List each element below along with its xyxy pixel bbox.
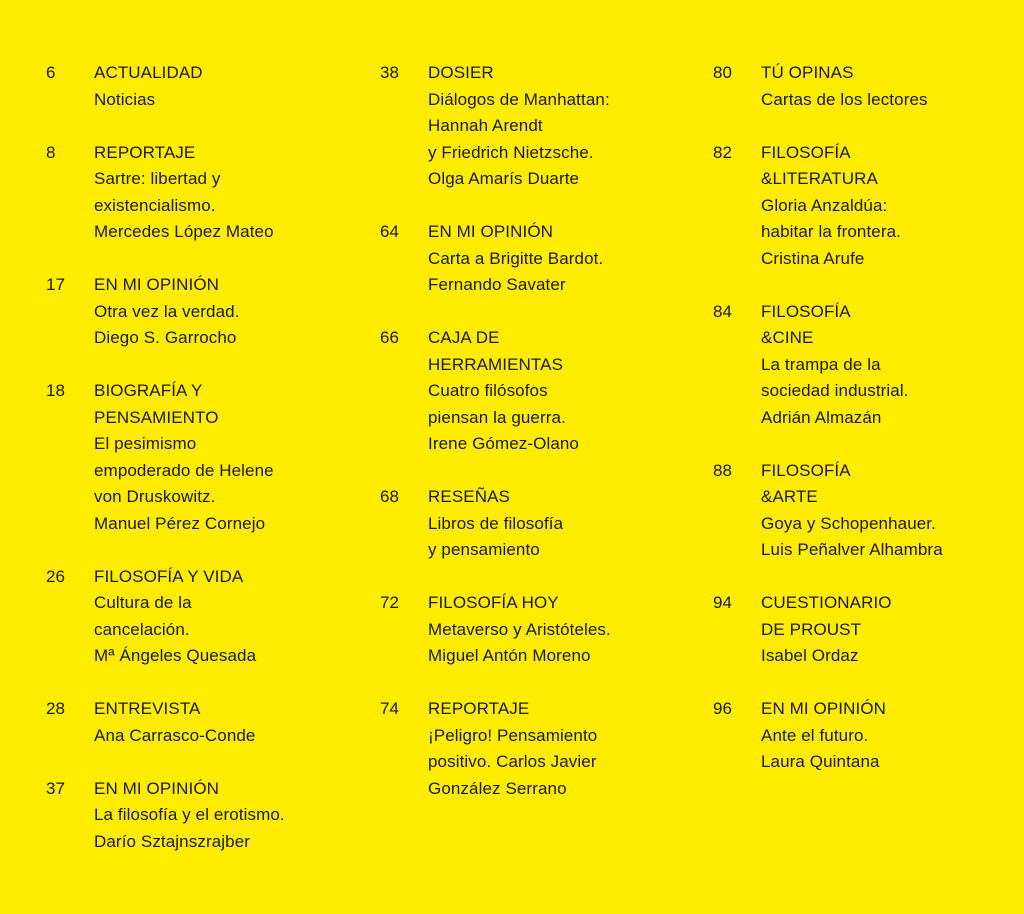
entry-line: Metaverso y Aristóteles. — [428, 619, 611, 639]
entry-line: El pesimismo — [94, 434, 197, 453]
toc-entry — [380, 590, 700, 670]
entry-text — [761, 696, 1013, 776]
entry-line: Darío Sztajnszrajber — [94, 831, 251, 851]
section-heading: EN MI OPINIÓN — [94, 275, 220, 294]
entry-text — [761, 140, 1013, 273]
section-heading: CUESTIONARIO — [761, 593, 892, 612]
entry-line: Olga Amarís Duarte — [428, 169, 580, 188]
entry-text — [761, 299, 1013, 432]
entry-text — [428, 219, 700, 299]
section-heading: RESEÑAS — [428, 487, 510, 506]
entry-line: von Druskowitz. — [94, 487, 216, 506]
entry-line: Luis Peñalver Alhambra — [761, 540, 943, 559]
toc-entry — [380, 60, 700, 193]
page-number: 74 — [380, 699, 400, 718]
entry-line: habitar la frontera. — [761, 222, 901, 241]
page-number: 68 — [380, 487, 400, 506]
entry-line: Goya y Schopenhauer. — [761, 513, 936, 533]
page-number: 82 — [713, 142, 733, 162]
entry-text — [94, 140, 356, 246]
section-heading: ACTUALIDAD — [94, 63, 203, 82]
entry-text — [428, 696, 700, 802]
toc-entry — [713, 60, 1013, 113]
toc-entry — [713, 696, 1013, 776]
entry-line: Diálogos de Manhattan: — [428, 89, 610, 109]
entry-line: La filosofía y el erotismo. — [94, 805, 285, 824]
entry-line: La trampa de la — [761, 354, 881, 374]
section-heading: BIOGRAFÍA Y — [94, 381, 203, 400]
toc-entry — [46, 378, 356, 537]
toc-entry — [713, 299, 1013, 432]
entry-line: ¡Peligro! Pensamiento — [428, 725, 598, 745]
section-heading: ENTREVISTA — [94, 699, 201, 718]
page-number: 72 — [380, 593, 400, 612]
section-heading: EN MI OPINIÓN — [428, 222, 554, 241]
toc-entry — [46, 696, 356, 749]
section-heading: TÚ OPINAS — [761, 63, 854, 82]
section-heading: FILOSOFÍA — [761, 301, 851, 321]
section-heading: REPORTAJE — [94, 142, 196, 162]
entry-line: existencialismo. — [94, 195, 216, 215]
toc-entry — [46, 564, 356, 670]
entry-line: Otra vez la verdad. — [94, 301, 240, 321]
section-heading: DOSIER — [428, 63, 494, 82]
entry-line: Cartas de los lectores — [761, 89, 928, 109]
entry-line: sociedad industrial. — [761, 381, 909, 400]
entry-text — [428, 484, 700, 564]
toc-entry — [380, 325, 700, 458]
page-number: 96 — [713, 699, 733, 718]
page-number: 88 — [713, 460, 733, 480]
entry-text — [94, 272, 356, 352]
entry-line: PENSAMIENTO — [94, 407, 219, 427]
toc-entry — [46, 776, 356, 856]
entry-line: Adrián Almazán — [761, 407, 882, 427]
entry-text — [428, 60, 700, 193]
page-number: 80 — [713, 63, 733, 82]
section-heading: FILOSOFÍA — [761, 460, 851, 480]
page-number: 64 — [380, 222, 400, 241]
entry-line: cancelación. — [94, 619, 190, 639]
entry-line: y pensamiento — [428, 540, 540, 559]
entry-text — [94, 696, 356, 749]
entry-line: Noticias — [94, 89, 156, 109]
toc-column-3 — [713, 60, 1013, 776]
toc-entry — [380, 484, 700, 564]
entry-line: Cristina Arufe — [761, 248, 865, 268]
entry-text — [94, 60, 356, 113]
entry-text — [761, 458, 1013, 564]
entry-line: Ana Carrasco-Conde — [94, 725, 256, 745]
entry-line: Mª Ángeles Quesada — [94, 646, 257, 665]
entry-line: Irene Gómez-Olano — [428, 434, 579, 453]
toc-entry — [46, 272, 356, 352]
entry-line: Hannah Arendt — [428, 116, 543, 135]
entry-line: Carta a Brigitte Bardot. — [428, 248, 604, 268]
entry-line: &CINE — [761, 328, 814, 347]
section-heading: EN MI OPINIÓN — [94, 778, 220, 798]
toc-entry — [46, 60, 356, 113]
toc-column-1 — [46, 60, 356, 855]
entry-text — [94, 776, 356, 856]
toc-column-2 — [380, 60, 700, 802]
toc-entry — [713, 458, 1013, 564]
entry-line: empoderado de Helene — [94, 460, 274, 480]
entry-text — [428, 590, 700, 670]
page-number: 28 — [46, 699, 66, 718]
entry-line: Ante el futuro. — [761, 725, 869, 745]
entry-text — [94, 564, 356, 670]
entry-line: y Friedrich Nietzsche. — [428, 142, 594, 162]
entry-line: Cultura de la — [94, 593, 192, 612]
entry-line: &LITERATURA — [761, 169, 878, 188]
page-number: 6 — [46, 63, 56, 82]
section-heading: FILOSOFÍA — [761, 142, 851, 162]
page-number: 26 — [46, 566, 66, 586]
section-heading: FILOSOFÍA Y VIDA — [94, 566, 244, 586]
page-number: 94 — [713, 593, 733, 612]
entry-line: Isabel Ordaz — [761, 646, 859, 665]
entry-line: Gloria Anzaldúa: — [761, 195, 888, 215]
entry-line: Cuatro filósofos — [428, 381, 548, 400]
entry-line: Libros de filosofía — [428, 513, 564, 533]
page-number: 38 — [380, 63, 400, 82]
toc-entry — [380, 696, 700, 802]
entry-line: DE PROUST — [761, 619, 862, 639]
entry-line: positivo. Carlos Javier — [428, 752, 597, 771]
page-number: 66 — [380, 328, 400, 347]
entry-text — [94, 378, 356, 537]
entry-line: piensan la guerra. — [428, 407, 566, 427]
entry-line: Fernando Savater — [428, 275, 566, 294]
toc-entry — [713, 140, 1013, 273]
page-number: 37 — [46, 778, 66, 798]
section-heading: EN MI OPINIÓN — [761, 699, 887, 718]
entry-line: HERRAMIENTAS — [428, 354, 564, 374]
entry-line: Miguel Antón Moreno — [428, 646, 591, 665]
entry-text — [428, 325, 700, 458]
entry-line: Manuel Pérez Cornejo — [94, 513, 266, 533]
toc-entry — [46, 140, 356, 246]
entry-text — [761, 590, 1013, 670]
page-number: 8 — [46, 142, 56, 162]
entry-line: Sartre: libertad y — [94, 169, 221, 188]
entry-line: Mercedes López Mateo — [94, 222, 274, 241]
entry-line: González Serrano — [428, 778, 567, 798]
toc-entry — [380, 219, 700, 299]
entry-line: Laura Quintana — [761, 752, 880, 771]
page-number: 84 — [713, 301, 733, 321]
entry-line: Diego S. Garrocho — [94, 328, 237, 347]
entry-text — [761, 60, 1013, 113]
page-number: 17 — [46, 275, 66, 294]
section-heading: FILOSOFÍA HOY — [428, 593, 559, 612]
section-heading: CAJA DE — [428, 328, 500, 347]
toc-entry — [713, 590, 1013, 670]
page-number: 18 — [46, 381, 66, 400]
entry-line: &ARTE — [761, 487, 818, 506]
section-heading: REPORTAJE — [428, 699, 530, 718]
